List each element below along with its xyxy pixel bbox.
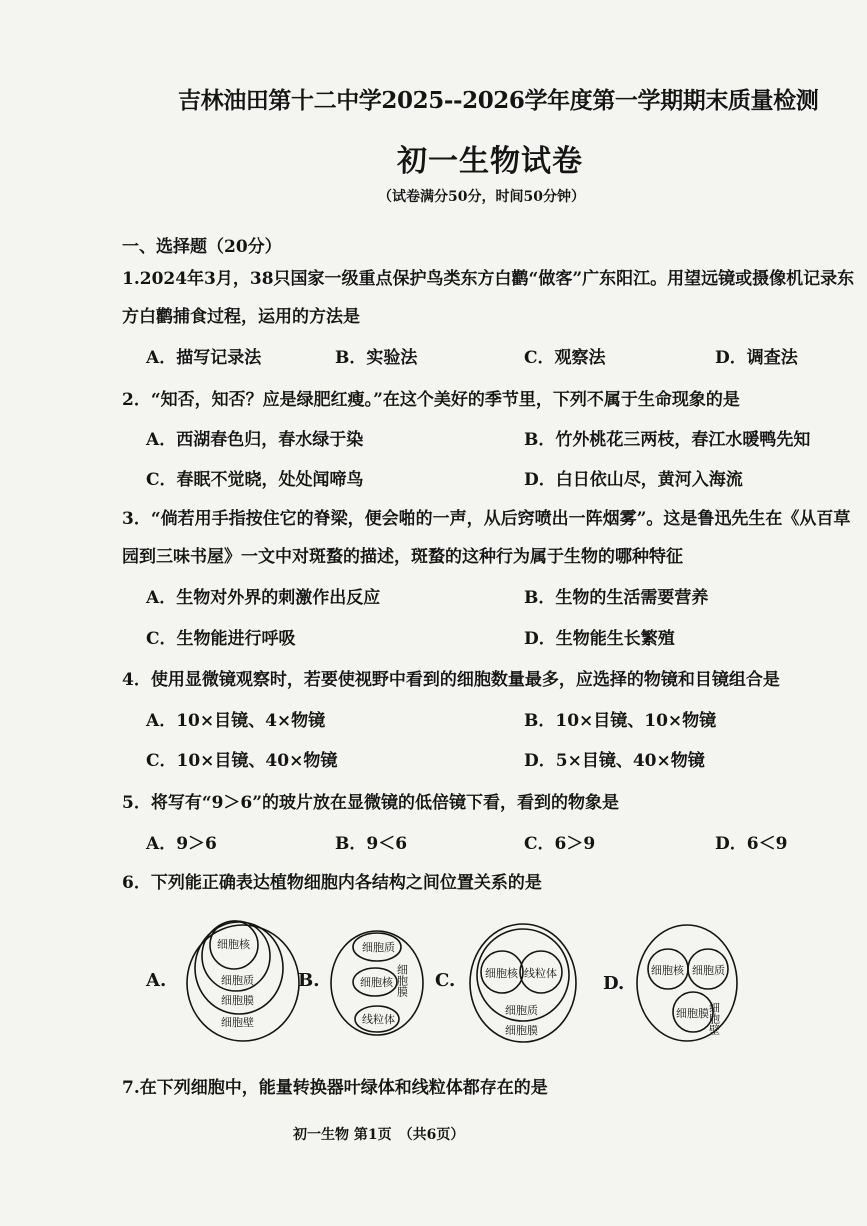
question-6-line-1: 6．下列能正确表达植物细胞内各结构之间位置关系的是 bbox=[122, 873, 542, 893]
d-label-wall: 细胞壁 bbox=[707, 1002, 721, 1035]
q2-option-c: C．春眠不觉晓，处处闻啼鸟 bbox=[146, 470, 364, 490]
b-label-cytoplasm: 细胞质 bbox=[362, 941, 395, 954]
q1-option-d: D．调查法 bbox=[715, 348, 798, 368]
diagram-label-b: B. bbox=[298, 970, 320, 991]
b-label-mitochondria: 线粒体 bbox=[362, 1013, 395, 1026]
q3-option-b: B．生物的生活需要营养 bbox=[524, 588, 709, 608]
a-label-membrane: 细胞膜 bbox=[221, 994, 254, 1007]
section-heading: 一、选择题（20分） bbox=[122, 237, 282, 257]
q4-option-b: B．10×目镜、10×物镜 bbox=[524, 711, 717, 731]
b-label-nucleus: 细胞核 bbox=[360, 976, 393, 989]
q4-option-a: A．10×目镜、4×物镜 bbox=[146, 711, 326, 731]
q2-option-b: B．竹外桃花三两枝，春江水暖鸭先知 bbox=[524, 430, 811, 450]
exam-subtitle: （试卷满分50分，时间50分钟） bbox=[378, 189, 585, 205]
b-label-membrane: 细胞膜 bbox=[395, 964, 409, 997]
q3-option-d: D．生物能生长繁殖 bbox=[524, 629, 675, 649]
diagram-label-c: C. bbox=[435, 970, 456, 991]
c-label-mitochondria: 线粒体 bbox=[524, 967, 557, 980]
diagram-label-d: D. bbox=[603, 973, 625, 994]
q2-option-a: A．西湖春色归，春水绿于染 bbox=[146, 430, 364, 450]
q4-option-c: C．10×目镜、40×物镜 bbox=[146, 751, 338, 771]
question-3-line-2: 园到三味书屋》一文中对斑蝥的描述，斑蝥的这种行为属于生物的哪种特征 bbox=[122, 547, 683, 567]
q1-option-b: B．实验法 bbox=[335, 348, 418, 368]
a-label-wall: 细胞壁 bbox=[221, 1016, 254, 1029]
exam-title: 初一生物试卷 bbox=[397, 144, 583, 179]
question-7-line-1: 7.在下列细胞中，能量转换器叶绿体和线粒体都存在的是 bbox=[122, 1078, 548, 1098]
q5-option-d: D．6＜9 bbox=[715, 834, 788, 854]
d-label-nucleus: 细胞核 bbox=[651, 964, 684, 977]
page-footer: 初一生物 第1页 （共6页） bbox=[293, 1127, 465, 1143]
question-1-line-2: 方白鹳捕食过程，运用的方法是 bbox=[122, 307, 360, 327]
c-label-membrane: 细胞膜 bbox=[505, 1024, 538, 1037]
q5-option-a: A．9＞6 bbox=[146, 834, 217, 854]
diagram-label-a: A. bbox=[146, 970, 167, 991]
question-4-line-1: 4．使用显微镜观察时，若要使视野中看到的细胞数量最多，应选择的物镜和目镜组合是 bbox=[122, 670, 780, 690]
question-2-line-1: 2．“知否，知否？应是绿肥红瘦。”在这个美好的季节里，下列不属于生命现象的是 bbox=[122, 390, 740, 410]
question-3-line-1: 3．“倘若用手指按住它的脊梁，便会啪的一声，从后窍喷出一阵烟雾”。这是鲁迅先生在《从百草 bbox=[122, 509, 851, 529]
q3-option-a: A．生物对外界的刺激作出反应 bbox=[146, 588, 381, 608]
q5-option-b: B．9＜6 bbox=[335, 834, 408, 854]
q4-option-d: D．5×目镜、40×物镜 bbox=[524, 751, 705, 771]
question-5-line-1: 5．将写有“9＞6”的玻片放在显微镜的低倍镜下看，看到的物象是 bbox=[122, 793, 620, 813]
d-label-cytoplasm: 细胞质 bbox=[692, 964, 725, 977]
a-label-nucleus: 细胞核 bbox=[217, 938, 250, 951]
q5-option-c: C．6＞9 bbox=[524, 834, 596, 854]
c-label-cytoplasm: 细胞质 bbox=[505, 1004, 538, 1017]
school-exam-header: 吉林油田第十二中学2025--2026学年度第一学期期末质量检测 bbox=[178, 87, 819, 114]
q1-option-c: C．观察法 bbox=[524, 348, 606, 368]
d-label-membrane: 细胞膜 bbox=[676, 1007, 709, 1020]
q2-option-d: D．白日依山尽，黄河入海流 bbox=[524, 470, 743, 490]
q1-option-a: A．描写记录法 bbox=[146, 348, 262, 368]
diagram-d bbox=[637, 925, 737, 1041]
q3-option-c: C．生物能进行呼吸 bbox=[146, 629, 296, 649]
a-label-cytoplasm: 细胞质 bbox=[221, 974, 254, 987]
question-1-line-1: 1.2024年3月，38只国家一级重点保护鸟类东方白鹳“做客”广东阳江。用望远镜或摄像机记录东 bbox=[122, 269, 855, 289]
c-label-nucleus: 细胞核 bbox=[485, 967, 518, 980]
